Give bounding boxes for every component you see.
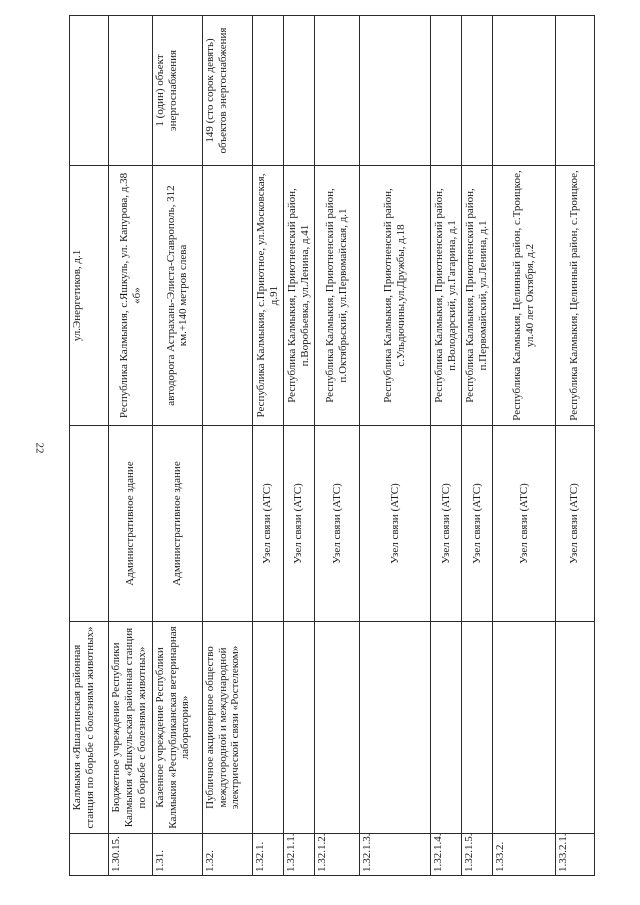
object-type-cell — [70, 426, 109, 622]
page-number: 22 — [33, 442, 46, 454]
address-cell: автодорога Астрахань-Элиста-Ставрополь, 312 км.+140 метров слева — [152, 166, 202, 426]
count-cell: 149 (сто сорок девять) объектов энергоснабжения — [202, 16, 252, 166]
count-cell — [431, 16, 462, 166]
table-row — [493, 16, 555, 876]
address-cell: Республика Калмыкия, Приютненский район, п.Володарский, ул.Гагарина, д.1 — [431, 166, 462, 426]
rotated-table-container — [69, 16, 595, 876]
object-type-cell: Узел связи (АТС) — [462, 426, 493, 622]
row-number: 1.32. — [202, 834, 252, 876]
row-number: 1.32.1.4. — [431, 834, 462, 876]
address-cell: Республика Калмыкия, с.Приютное, ул.Московская, д.91 — [252, 166, 283, 426]
address-cell: Республика Калмыкия, Целинный район, с.Троицкое, ул.40 лет Октября, д.2 — [493, 166, 555, 426]
count-cell — [555, 16, 594, 166]
address-cell — [202, 166, 252, 426]
table-row — [555, 16, 594, 876]
table-row — [202, 16, 252, 876]
row-number: 1.33.2. — [493, 834, 555, 876]
count-cell — [462, 16, 493, 166]
table-row — [360, 16, 431, 876]
table-row — [462, 16, 493, 876]
object-type-cell: Узел связи (АТС) — [360, 426, 431, 622]
object-type-cell: Узел связи (АТС) — [252, 426, 283, 622]
owner-cell — [493, 622, 555, 834]
object-type-cell: Узел связи (АТС) — [283, 426, 314, 622]
object-type-cell: Узел связи (АТС) — [555, 426, 594, 622]
row-number: 1.33.2.1. — [555, 834, 594, 876]
object-type-cell: Узел связи (АТС) — [493, 426, 555, 622]
address-cell: Республика Калмыкия, Приютненский район, п.Воробьевка, ул.Ленина, д.41 — [283, 166, 314, 426]
address-cell: Республика Калмыкия, с.Яшкуль, ул. Капурова, д.38 «б» — [109, 166, 153, 426]
owner-cell — [283, 622, 314, 834]
count-cell — [493, 16, 555, 166]
table-row — [70, 16, 109, 876]
count-cell — [70, 16, 109, 166]
row-number: 1.30.15. — [109, 834, 153, 876]
table-row — [283, 16, 314, 876]
address-cell: Республика Калмыкия, Приютненский район, п.Октябрьский, ул.Первомайская, д.1 — [314, 166, 360, 426]
owner-cell: Публичное акционерное общество междугородной и международной электрической связи «Ростелеком» — [202, 622, 252, 834]
object-type-cell: Узел связи (АТС) — [431, 426, 462, 622]
row-number — [70, 834, 109, 876]
owner-cell — [360, 622, 431, 834]
count-cell: 1 (один) объект энергоснабжения — [152, 16, 202, 166]
count-cell — [109, 16, 153, 166]
owner-cell: Бюджетное учреждение Республики Калмыкия «Яшкульская районная станция по борьбе с болезнями животных» — [109, 622, 153, 834]
owner-cell — [252, 622, 283, 834]
count-cell — [314, 16, 360, 166]
row-number: 1.32.1.3. — [360, 834, 431, 876]
owner-cell — [462, 622, 493, 834]
owner-cell — [555, 622, 594, 834]
object-type-cell: Административное здание — [109, 426, 153, 622]
object-type-cell: Узел связи (АТС) — [314, 426, 360, 622]
count-cell — [252, 16, 283, 166]
owner-cell: Казенное учреждение Республики Калмыкия «Республиканская ветеринарная лаборатория» — [152, 622, 202, 834]
object-type-cell: Административное здание — [152, 426, 202, 622]
owner-cell: Калмыкия «Яшалтинская районная станция по борьбе с болезнями животных» — [70, 622, 109, 834]
address-cell: Республика Калмыкия, Приютненский район, п.Первомайский, ул.Ленина, д.1 — [462, 166, 493, 426]
owner-cell — [431, 622, 462, 834]
table-row — [109, 16, 153, 876]
table-row — [314, 16, 360, 876]
objects-table — [69, 15, 595, 876]
table-row — [252, 16, 283, 876]
address-cell: Республика Калмыкия, Приютненский район, с.Ульдючины,ул.Дружбы, д.18 — [360, 166, 431, 426]
row-number: 1.32.1. — [252, 834, 283, 876]
row-number: 1.32.1.1. — [283, 834, 314, 876]
table-row — [152, 16, 202, 876]
address-cell: Республика Калмыкия, Целинный район, с.Троицкое, — [555, 166, 594, 426]
row-number: 1.32.1.5. — [462, 834, 493, 876]
count-cell — [360, 16, 431, 166]
row-number: 1.32.1.2. — [314, 834, 360, 876]
count-cell — [283, 16, 314, 166]
row-number: 1.31. — [152, 834, 202, 876]
owner-cell — [314, 622, 360, 834]
address-cell: ул.Энергетиков, д.1 — [70, 166, 109, 426]
object-type-cell — [202, 426, 252, 622]
table-row — [431, 16, 462, 876]
